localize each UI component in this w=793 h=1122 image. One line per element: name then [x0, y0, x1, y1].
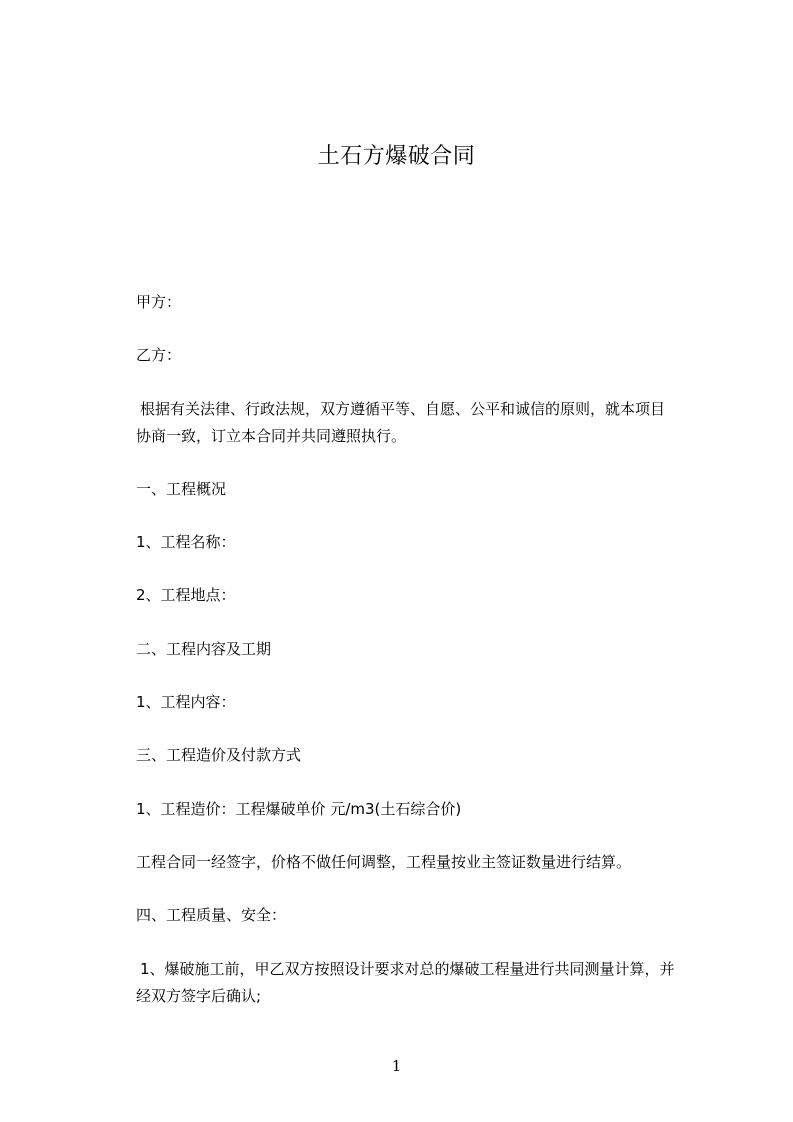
section-2-heading: 二、工程内容及工期	[136, 640, 272, 658]
preamble-line-1: 根据有关法律、行政法规，双方遵循平等、自愿、公平和诚信的原则，就本项目	[140, 400, 666, 418]
section-1-item-1: 1、工程名称：	[136, 533, 236, 551]
section-4-item-1-line-1: 1、爆破施工前，甲乙双方按照设计要求对总的爆破工程量进行共同测量计算，并	[140, 960, 675, 978]
preamble-line-2: 协商一致，订立本合同并共同遵照执行。	[136, 427, 407, 445]
section-3-heading: 三、工程造价及付款方式	[136, 746, 302, 764]
page-number: 1	[391, 1057, 402, 1075]
section-1-item-2: 2、工程地点：	[136, 586, 236, 604]
party-a-label: 甲方：	[136, 293, 182, 311]
document-title: 土石方爆破合同	[317, 144, 476, 169]
section-3-note: 工程合同一经签字，价格不做任何调整，工程量按业主签证数量进行结算。	[136, 853, 632, 871]
section-2-item-1: 1、工程内容：	[136, 693, 236, 711]
party-b-label: 乙方：	[136, 346, 182, 364]
section-1-heading: 一、工程概况	[136, 480, 227, 498]
section-4-heading: 四、工程质量、安全：	[136, 906, 287, 924]
section-4-item-1-line-2: 经双方签字后确认;	[136, 987, 262, 1005]
section-3-item-1: 1、工程造价：工程爆破单价 元/m3(土石综合价)	[136, 800, 462, 818]
